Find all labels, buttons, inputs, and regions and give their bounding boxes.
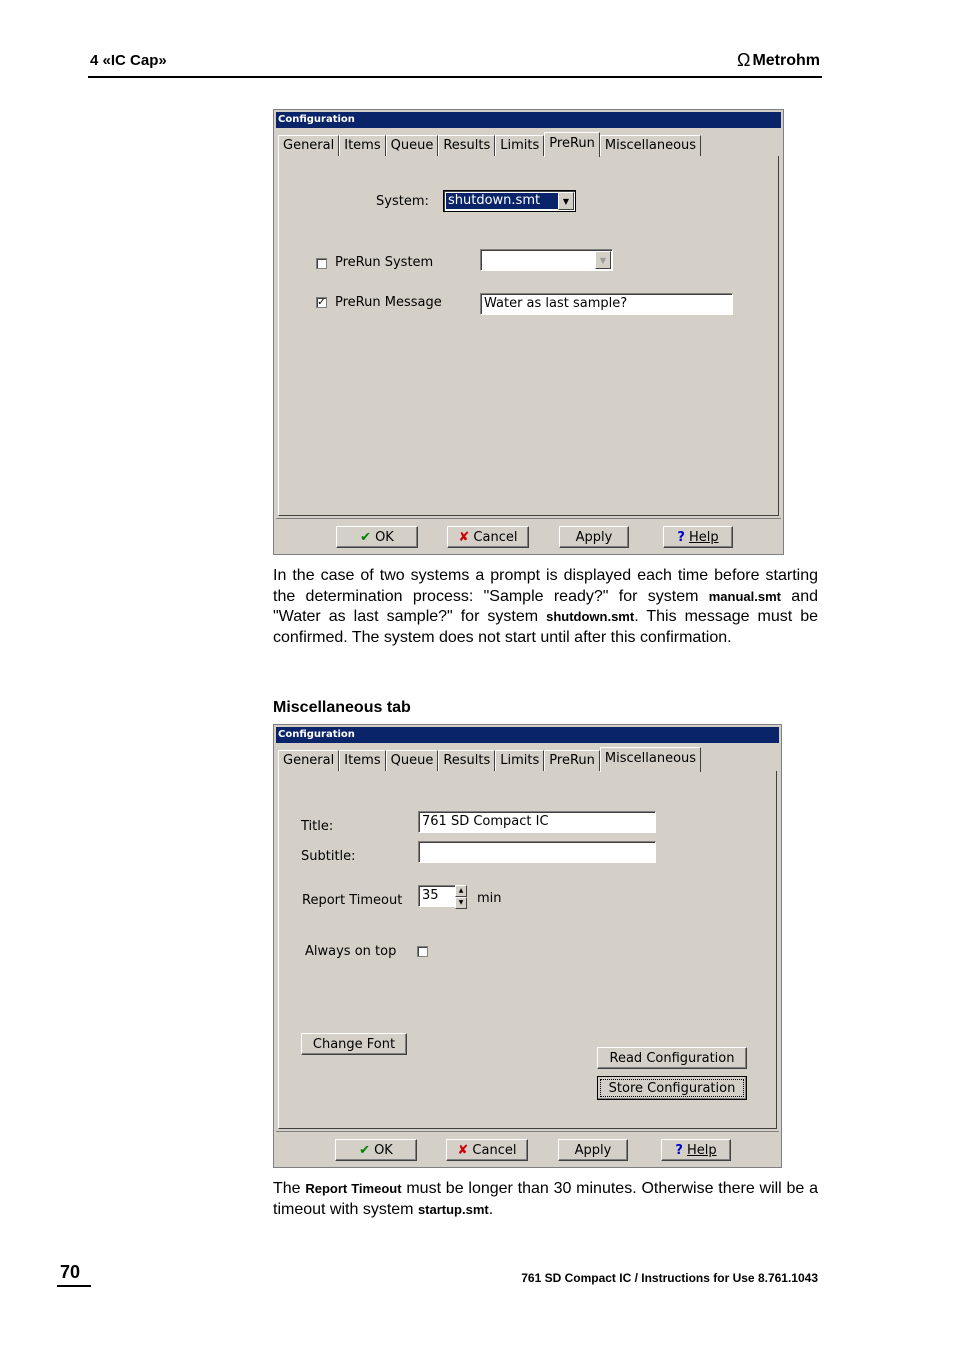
code-startup-smt: startup.smt bbox=[417, 1201, 489, 1217]
ok-button[interactable] bbox=[336, 526, 418, 548]
apply-button[interactable] bbox=[558, 1139, 628, 1161]
apply-button-label: Apply bbox=[574, 1142, 612, 1158]
tab-results[interactable]: Results bbox=[438, 750, 495, 771]
code-shutdown-smt: shutdown.smt bbox=[546, 609, 635, 624]
tab-limits[interactable]: Limits bbox=[495, 135, 544, 156]
report-timeout-input[interactable]: 35 bbox=[418, 885, 456, 907]
chevron-down-icon[interactable]: ▼ bbox=[595, 251, 611, 269]
paragraph-text: and "Water as last sample?" for system bbox=[273, 587, 818, 625]
title-input[interactable]: 761 SD Compact IC bbox=[418, 811, 656, 833]
ok-button-label: OK bbox=[374, 1142, 393, 1158]
ok-button-label: OK bbox=[375, 529, 394, 545]
prerun-message-checkbox[interactable]: ✓ bbox=[317, 297, 326, 308]
report-timeout-stepper[interactable] bbox=[455, 885, 467, 909]
footer-rule bbox=[57, 1285, 91, 1287]
cancel-button-label: Cancel bbox=[473, 529, 518, 545]
dialog-titlebar: Configuration bbox=[276, 727, 779, 743]
subtitle-label: Subtitle: bbox=[301, 849, 356, 864]
paragraph-text: The bbox=[273, 1180, 306, 1197]
system-combobox[interactable] bbox=[443, 190, 576, 212]
tab-strip bbox=[278, 747, 701, 771]
title-label: Title: bbox=[301, 819, 334, 834]
section-title: Miscellaneous tab bbox=[273, 699, 411, 716]
spin-up-icon[interactable]: ▲ bbox=[455, 885, 467, 897]
tab-prerun[interactable]: PreRun bbox=[544, 132, 600, 157]
prerun-message-label: PreRun Message bbox=[335, 295, 442, 310]
dialog-button-bar bbox=[276, 518, 781, 552]
read-configuration-label: Read Configuration bbox=[609, 1050, 735, 1066]
change-font-button[interactable] bbox=[301, 1033, 407, 1055]
tab-queue[interactable]: Queue bbox=[386, 750, 439, 771]
spin-down-icon[interactable]: ▼ bbox=[455, 897, 467, 909]
report-timeout-label: Report Timeout bbox=[302, 893, 403, 908]
tab-general[interactable]: General bbox=[278, 135, 339, 156]
question-icon: ? bbox=[677, 529, 685, 545]
question-icon: ? bbox=[675, 1142, 683, 1158]
help-button-label: Help bbox=[688, 529, 719, 545]
apply-button[interactable] bbox=[559, 526, 629, 548]
tab-items[interactable]: Items bbox=[339, 750, 385, 771]
x-icon: ✘ bbox=[457, 1142, 469, 1158]
checkmark-icon: ✔ bbox=[360, 529, 372, 545]
system-combobox-value: shutdown.smt bbox=[446, 193, 558, 209]
tab-queue[interactable]: Queue bbox=[386, 135, 439, 156]
cancel-button[interactable] bbox=[447, 526, 529, 548]
code-report-timeout: Report Timeout bbox=[305, 1181, 402, 1196]
tab-miscellaneous[interactable]: Miscellaneous bbox=[600, 747, 701, 772]
tab-items[interactable]: Items bbox=[339, 135, 385, 156]
config-dialog-prerun bbox=[273, 109, 784, 555]
prerun-description bbox=[273, 566, 818, 648]
cancel-button[interactable] bbox=[446, 1139, 528, 1161]
paragraph-text: must be longer than 30 minutes. Otherwise there will be a timeout with system bbox=[273, 1180, 819, 1218]
code-manual-smt: manual.smt bbox=[708, 588, 781, 604]
header-rule bbox=[88, 76, 822, 78]
prerun-system-checkbox[interactable] bbox=[316, 258, 327, 269]
tab-miscellaneous[interactable]: Miscellaneous bbox=[600, 135, 701, 156]
chapter-heading: 4 «IC Cap» bbox=[90, 52, 167, 69]
omega-icon: Ω bbox=[736, 50, 751, 70]
system-label: System: bbox=[376, 194, 429, 209]
help-button-label: Help bbox=[686, 1142, 717, 1158]
tab-general[interactable]: General bbox=[278, 750, 339, 771]
store-configuration-button[interactable] bbox=[597, 1076, 747, 1100]
help-button[interactable] bbox=[663, 526, 733, 548]
always-on-top-label: Always on top bbox=[305, 944, 397, 959]
tab-prerun[interactable]: PreRun bbox=[544, 750, 600, 771]
subtitle-input[interactable] bbox=[418, 841, 656, 863]
brand-logo bbox=[737, 50, 820, 71]
page-number: 70 bbox=[60, 1262, 81, 1282]
store-configuration-label: Store Configuration bbox=[608, 1080, 736, 1096]
read-configuration-button[interactable] bbox=[597, 1047, 747, 1069]
prerun-system-combobox[interactable] bbox=[480, 249, 613, 271]
ok-button[interactable] bbox=[335, 1139, 417, 1161]
change-font-label: Change Font bbox=[312, 1036, 396, 1052]
help-button[interactable] bbox=[661, 1139, 731, 1161]
apply-button-label: Apply bbox=[575, 529, 613, 545]
checkmark-icon: ✔ bbox=[359, 1142, 371, 1158]
paragraph-text: . This message must be confirmed. The system does not start until after this confirmation. bbox=[273, 608, 818, 646]
document-title: 761 SD Compact IC / Instructions for Use 8.761.1043 bbox=[521, 1271, 818, 1285]
paragraph-text: . bbox=[488, 1200, 494, 1218]
report-timeout-description bbox=[273, 1179, 818, 1220]
prerun-system-label: PreRun System bbox=[335, 255, 434, 270]
cancel-button-label: Cancel bbox=[472, 1142, 517, 1158]
tab-limits[interactable]: Limits bbox=[495, 750, 544, 771]
dialog-titlebar: Configuration bbox=[276, 112, 781, 128]
x-icon: ✘ bbox=[458, 529, 470, 545]
brand-name: Metrohm bbox=[752, 51, 820, 69]
tab-strip bbox=[278, 132, 701, 156]
report-timeout-unit: min bbox=[477, 891, 502, 906]
chevron-down-icon[interactable]: ▼ bbox=[558, 192, 574, 210]
config-dialog-miscellaneous bbox=[273, 724, 782, 1168]
dialog-button-bar bbox=[276, 1131, 779, 1165]
paragraph-text: In the case of two systems a prompt is displayed each time before starting the determination process: "Sample ready?" for system bbox=[273, 567, 818, 605]
always-on-top-checkbox[interactable] bbox=[417, 946, 428, 957]
tab-results[interactable]: Results bbox=[438, 135, 495, 156]
prerun-message-input[interactable]: Water as last sample? bbox=[480, 293, 733, 315]
